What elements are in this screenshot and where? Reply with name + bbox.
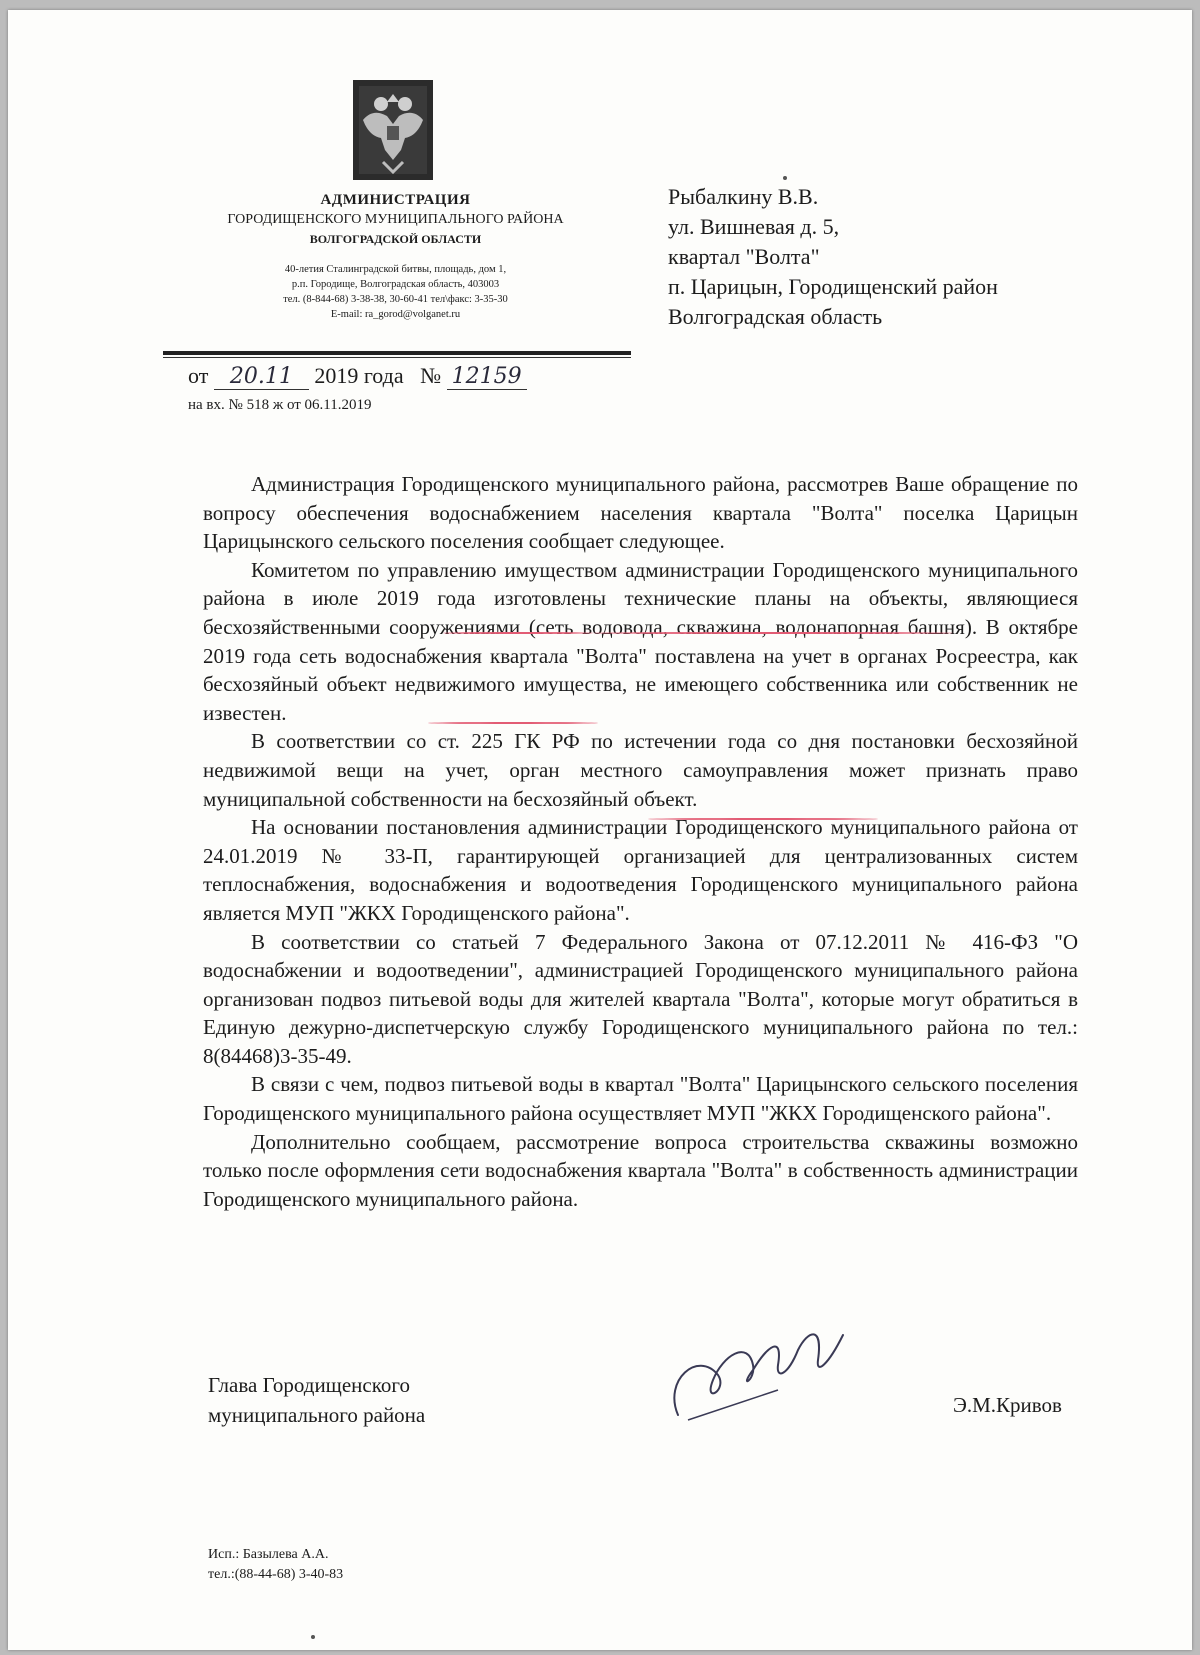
recipient-street: ул. Вишневая д. 5, [668, 214, 840, 239]
date-year: 2019 года [314, 363, 404, 388]
header-rule-thin [163, 357, 631, 358]
scan-speck [783, 176, 787, 180]
handwritten-signature [658, 1320, 878, 1430]
org-address-line: р.п. Городище, Волгоградская область, 403003 [291, 279, 500, 290]
paragraph: Администрация Городищенского муниципального района, рассмотрев Ваше обращение по вопросу обеспечения водоснабжением населения квартала "Волта" поселка Царицын Царицынского сельского поселения сообщает следующее. [203, 472, 1078, 554]
paragraph: На основании постановления администрации Городищенского муниципального района от 24.01.2019 № 33-П, гарантирующей организацией для централизованных систем теплоснабжения, водоснабжения и водоотведения Городищенского муниципального района является МУП "ЖКХ Городищенского района". [203, 815, 1078, 925]
executor-phone: тел.:(88-44-68) 3-40-83 [208, 1567, 344, 1582]
paragraph: В связи с чем, подвоз питьевой воды в квартал "Волта" Царицынского сельского поселения Городищенского муниципального района осуществляет МУП "ЖКХ Городищенского района". [203, 1072, 1078, 1126]
paragraph: В соответствии со статьей 7 Федерального Закона от 07.12.2011 № 416-ФЗ "О водоснабжении и водоотведении", администрацией Городищенского муниципального района организован подвоз питьевой воды для жителей квартала "Волта", которые могут обратиться в Единую дежурно-диспетчерскую службу Городищенского муниципального района по тел.: 8(84468)3-35-49. [203, 929, 1078, 1068]
date-prefix: от [188, 363, 209, 388]
executor-info [208, 1545, 343, 1585]
recipient-region: Волгоградская область [668, 304, 883, 329]
signatory-position-line: Глава Городищенского [208, 1373, 410, 1397]
number-handwritten: 12159 [447, 365, 527, 390]
org-email-line: E-mail: ra_gorod@volganet.ru [330, 309, 461, 320]
date-number-line [188, 363, 527, 390]
recipient-quarter: квартал "Волта" [668, 244, 820, 269]
highlight-underline [593, 632, 953, 634]
letter-page [8, 10, 1192, 1650]
highlight-underline [428, 722, 598, 724]
paragraph: Дополнительно сообщаем, рассмотрение вопроса строительства скважины возможно только после оформления сети водоснабжения квартала "Волта" в собственность администрации Городищенского муниципального района. [203, 1129, 1078, 1211]
coat-of-arms-icon [353, 80, 433, 180]
paragraph: Комитетом по управлению имуществом администрации Городищенского муниципального района в июле 2019 года изготовлены технические планы на объекты, являющиеся бесхозяйственными сооружениями (сеть водовода, скважина, водонапорная башня). В октябре 2019 года сеть водоснабжения квартала "Волта" поставлена на учет в органах Росреестра, как бесхозяйный объект недвижимого имущества, не имеющего собственника или собственник не известен. [203, 557, 1078, 725]
signatory-name: Э.М.Кривов [953, 1393, 1062, 1417]
executor-name: Исп.: Базылева А.А. [208, 1547, 329, 1562]
highlight-underline [443, 632, 593, 634]
header-rule [163, 351, 631, 355]
signatory-position-line: муниципального района [208, 1403, 426, 1427]
date-handwritten: 20.11 [214, 365, 309, 390]
signatory-position [208, 1370, 425, 1430]
scan-speck [311, 1635, 315, 1639]
number-prefix: № [420, 363, 442, 388]
org-region-line: ВОЛГОГРАДСКОЙ ОБЛАСТИ [309, 232, 482, 246]
recipient-name: Рыбалкину В.В. [668, 184, 819, 209]
org-name-line: ГОРОДИЩЕНСКОГО МУНИЦИПАЛЬНОГО РАЙОНА [227, 212, 564, 227]
org-title: АДМИНИСТРАЦИЯ [320, 192, 471, 208]
letter-body [203, 470, 1078, 1213]
org-phone-line: тел. (8-844-68) 3-38-38, 30-60-41 тел\факс: 3-35-30 [283, 294, 508, 305]
recipient-settlement: п. Царицын, Городищенский район [668, 274, 998, 299]
incoming-reference: на вх. № 518 ж от 06.11.2019 [188, 397, 372, 413]
paragraph: В соответствии со ст. 225 ГК РФ по истечении года со дня постановки бесхозяйной недвижимой вещи на учет, орган местного самоуправления может признать право муниципальной собственности на бесхозяйный объект. [203, 729, 1078, 811]
highlight-underline [648, 818, 878, 820]
org-address-line: 40-летия Сталинградской битвы, площадь, дом 1, [284, 264, 507, 275]
